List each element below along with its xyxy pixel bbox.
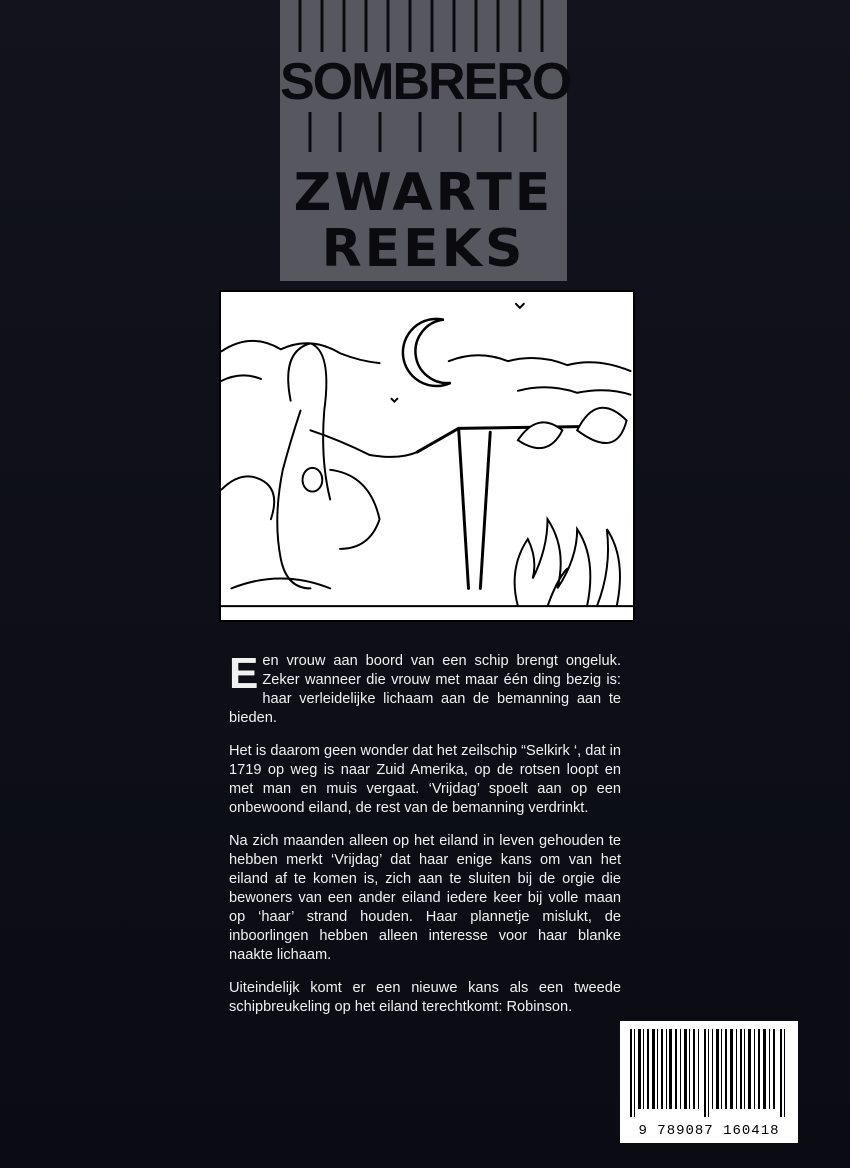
series-band (280, 0, 571, 281)
isbn-number: 9 789087 160418 (638, 1123, 780, 1139)
blurb-paragraph-3: Na zich maanden alleen op het eiland in leven gehouden te hebben merkt ‘Vrijdag’ dat haar enige kans om van het eiland af te komen is, zich aan te sluiten bij de orgie die bewoners van een ander eiland iedere keer bij volle maan op ‘haar’ strand houden. Haar plannetje mislukt, de inboorlingen hebben alleen interesse voor haar blanke naakte lichaam. (229, 833, 621, 963)
cover-illustration (219, 290, 635, 622)
drop-cap: E (229, 649, 259, 698)
illustration-drawing (221, 292, 633, 620)
series-title-line2: REEKS (321, 219, 526, 279)
blurb-paragraph-2: Het is daarom geen wonder dat het zeilschip “Selkirk ‘, dat in 1719 op weg is naar Zuid Amerika, op de rotsen loopt en met man en muis vergaat. ‘Vrijdag’ spoelt aan op een onbewoond eiland, de rest van de bemanning verdrinkt. (229, 743, 621, 816)
series-title (280, 165, 567, 277)
sombrero-logo: SOMBRERO (280, 53, 571, 111)
blurb-paragraph-1 (229, 649, 621, 728)
back-cover-blurb (229, 649, 621, 1031)
barcode-bars (628, 1029, 790, 1117)
band-lower-stripes (280, 112, 567, 162)
barcode (620, 1021, 798, 1143)
blurb-paragraph-4: Uiteindelijk komt er een nieuwe kans als een tweede schipbreukeling op het eiland terechtkomt: Robinson. (229, 980, 621, 1015)
series-title-line1: ZWARTE (293, 163, 554, 223)
blurb-paragraph-1-text: en vrouw aan boord van een schip brengt ongeluk. Zeker wanneer die vrouw met maar één ding bezig is: haar verleidelijke lichaam aan de bemanning aan te bieden. (229, 653, 621, 726)
